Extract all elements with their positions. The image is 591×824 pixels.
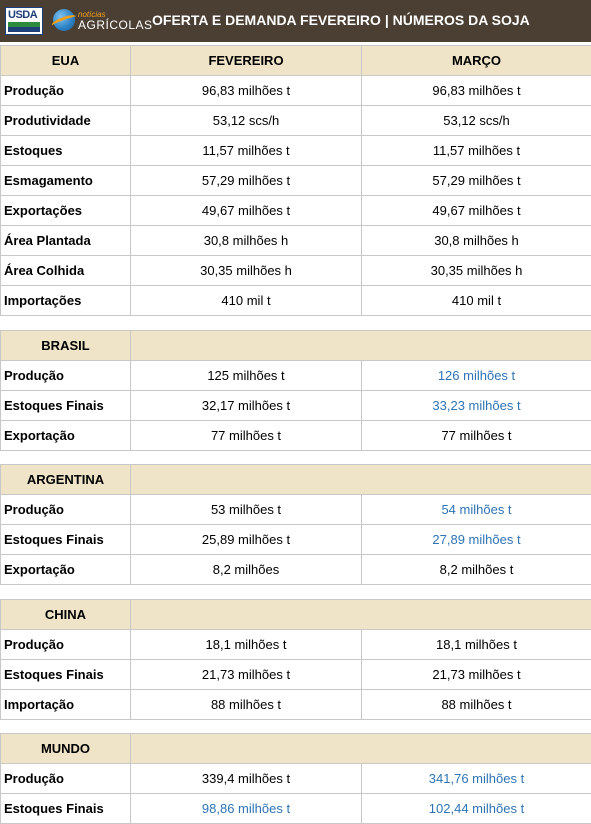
table-row [1,525,591,555]
argentina-header-row [1,465,591,495]
mundo-header-row [1,734,591,764]
table-row [1,391,591,421]
row-label: Estoques Finais [1,660,131,690]
feb-value: 32,17 milhões t [131,391,362,421]
row-label: Importação [1,690,131,720]
mar-value: 77 milhões t [362,421,591,451]
mar-value: 88 milhões t [362,690,591,720]
feb-value: 25,89 milhões t [131,525,362,555]
page-title: OFERTA E DEMANDA FEVEREIRO | NÚMEROS DA SOJA [152,12,530,28]
feb-value: 53 milhões t [131,495,362,525]
row-label: Esmagamento [1,166,131,196]
row-label: Estoques Finais [1,794,131,824]
section-heading-argentina: ARGENTINA [1,465,131,495]
section-heading-eua: EUA [1,46,131,76]
table-row [1,690,591,720]
mar-value: 21,73 milhões t [362,660,591,690]
table-row [1,361,591,391]
feb-value: 30,8 milhões h [131,226,362,256]
row-label: Área Plantada [1,226,131,256]
row-label: Produção [1,361,131,391]
row-label: Estoques Finais [1,391,131,421]
mar-value: 30,35 milhões h [362,256,591,286]
feb-value: 53,12 scs/h [131,106,362,136]
brasil-table [0,330,591,451]
logo-small-text: notícias [78,10,106,19]
table-row [1,226,591,256]
row-label: Importações [1,286,131,316]
china-header-row [1,600,591,630]
mar-value-changed: 126 milhões t [362,361,591,391]
table-row [1,286,591,316]
column-header-feb: FEVEREIRO [131,46,362,76]
section-heading-china: CHINA [1,600,131,630]
table-row [1,166,591,196]
feb-value: 30,35 milhões h [131,256,362,286]
row-label: Exportação [1,421,131,451]
feb-value: 88 milhões t [131,690,362,720]
feb-value: 77 milhões t [131,421,362,451]
row-label: Produção [1,764,131,794]
row-label: Produção [1,630,131,660]
section-header-fill [131,465,591,495]
logo-big-text: AGRÍCOLAS [78,18,153,32]
argentina-table [0,464,591,585]
row-label: Produção [1,76,131,106]
mar-value: 11,57 milhões t [362,136,591,166]
row-label: Produção [1,495,131,525]
mar-value-changed: 341,76 milhões t [362,764,591,794]
mar-value-changed: 33,23 milhões t [362,391,591,421]
section-header-fill [131,600,591,630]
row-label: Exportações [1,196,131,226]
mar-value: 49,67 milhões t [362,196,591,226]
table-row [1,76,591,106]
mar-value: 410 mil t [362,286,591,316]
eua-header-row [1,46,591,76]
row-label: Estoques [1,136,131,166]
table-row [1,764,591,794]
table-row [1,794,591,824]
table-row [1,555,591,585]
feb-value: 125 milhões t [131,361,362,391]
feb-value: 57,29 milhões t [131,166,362,196]
mar-value: 8,2 milhões t [362,555,591,585]
eua-table [0,45,591,316]
feb-value: 8,2 milhões [131,555,362,585]
mar-value: 57,29 milhões t [362,166,591,196]
feb-value: 96,83 milhões t [131,76,362,106]
feb-value: 410 mil t [131,286,362,316]
feb-value: 21,73 milhões t [131,660,362,690]
mar-value: 96,83 milhões t [362,76,591,106]
row-label: Estoques Finais [1,525,131,555]
brasil-header-row [1,331,591,361]
table-row [1,630,591,660]
feb-value: 339,4 milhões t [131,764,362,794]
table-row [1,256,591,286]
mar-value: 18,1 milhões t [362,630,591,660]
mar-value-changed: 54 milhões t [362,495,591,525]
mar-value-changed: 27,89 milhões t [362,525,591,555]
usda-logo-text: USDA [8,9,37,21]
row-label: Área Colhida [1,256,131,286]
row-label: Produtividade [1,106,131,136]
usda-logo [5,7,43,35]
feb-value: 11,57 milhões t [131,136,362,166]
china-table [0,599,591,720]
section-heading-mundo: MUNDO [1,734,131,764]
table-row [1,421,591,451]
section-header-fill [131,331,591,361]
section-header-fill [131,734,591,764]
mar-value-changed: 102,44 milhões t [362,794,591,824]
mundo-table [0,733,591,824]
table-row [1,106,591,136]
mar-value: 30,8 milhões h [362,226,591,256]
noticias-agricolas-logo [53,7,133,35]
row-label: Exportação [1,555,131,585]
feb-value: 18,1 milhões t [131,630,362,660]
mar-value: 53,12 scs/h [362,106,591,136]
table-row [1,660,591,690]
section-heading-brasil: BRASIL [1,331,131,361]
table-row [1,136,591,166]
table-row [1,196,591,226]
table-row [1,495,591,525]
feb-value: 49,67 milhões t [131,196,362,226]
usda-logo-field [8,22,40,32]
header-bar [0,0,591,42]
feb-value-changed: 98,86 milhões t [131,794,362,824]
column-header-mar: MARÇO [362,46,591,76]
